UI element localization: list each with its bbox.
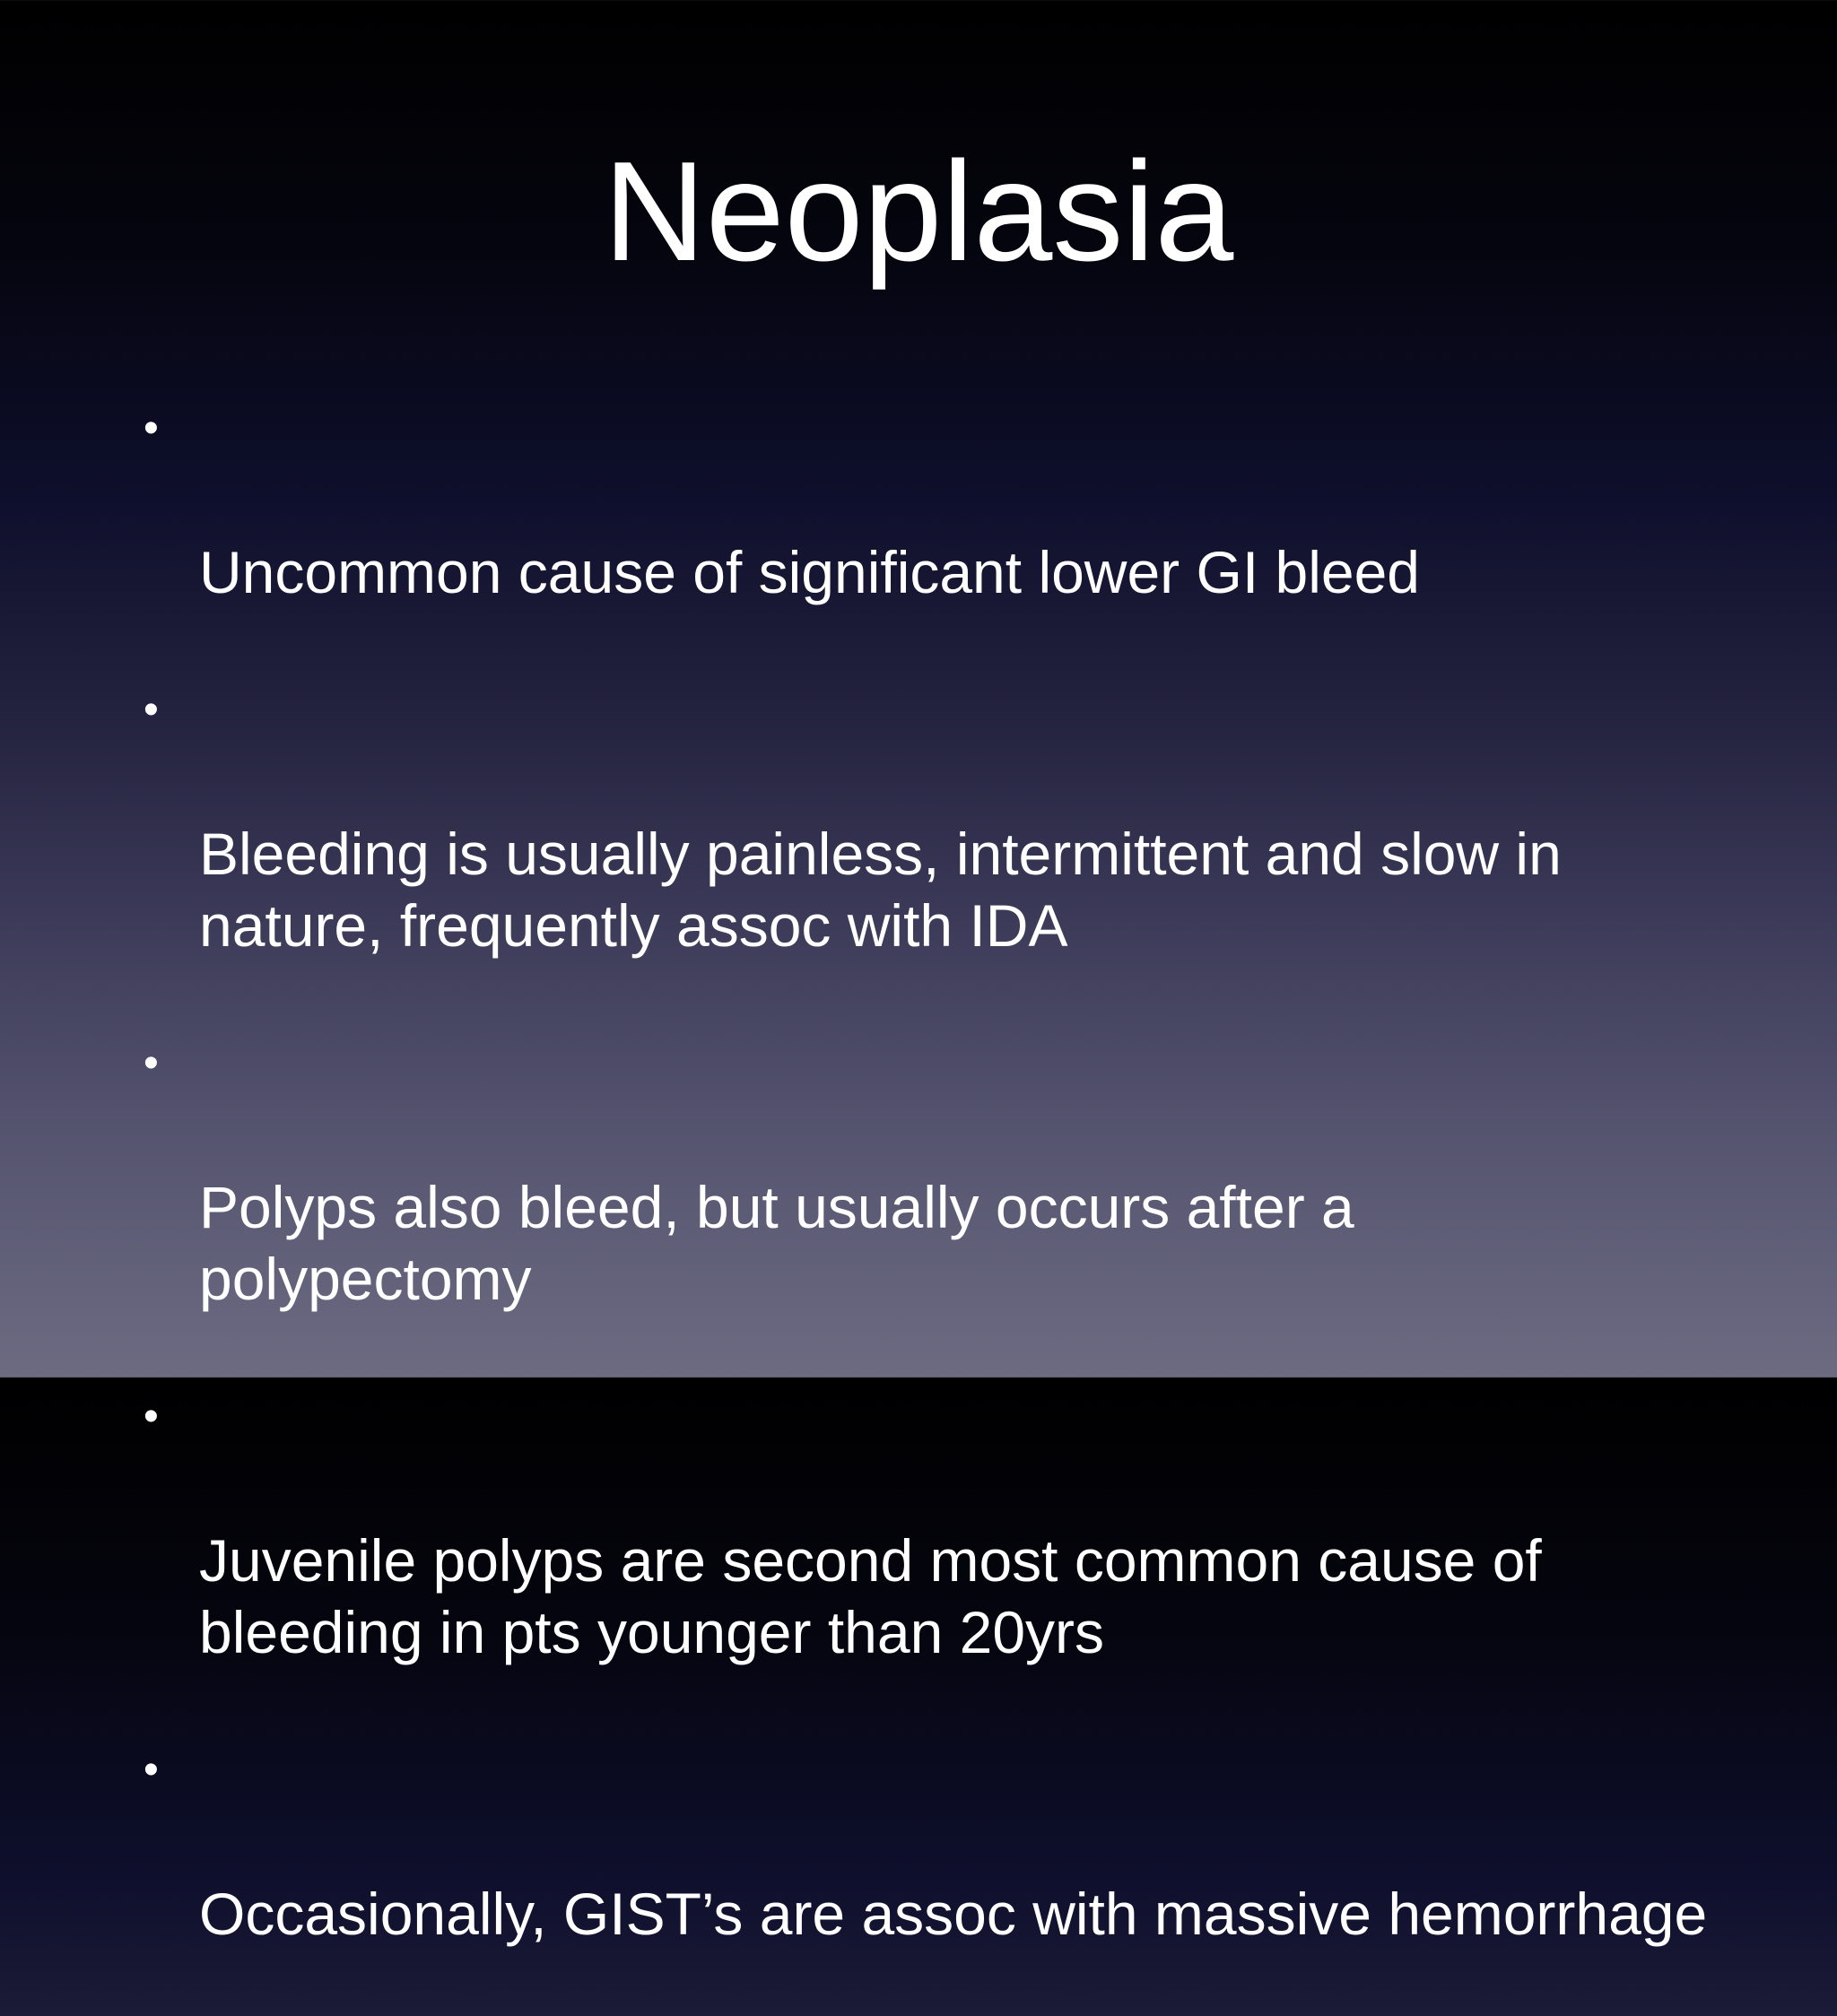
list-item [144,1028,1776,1315]
bullet-text: Juvenile polyps are second most common cause of bleeding in pts younger than 20yrs [199,1527,1542,1665]
list-item [144,1734,1776,1950]
bullet-text: Uncommon cause of significant lower GI bleed [199,539,1420,605]
bullet-text: Bleeding is usually painless, intermittent and slow in nature, frequently assoc with IDA [199,821,1562,959]
slide-title: Neoplasia [603,133,1234,291]
bullet-marker: • [144,1393,159,1440]
list-item [144,393,1776,608]
bullet-marker: • [144,1746,159,1794]
bullet-text: Polyps also bleed, but usually occurs after a polypectomy [199,1174,1354,1312]
bullet-marker: • [144,686,159,734]
list-item [144,1381,1776,1668]
bullet-marker: • [144,1039,159,1087]
bullet-list [144,393,1776,2016]
list-item [144,674,1776,961]
bullet-marker: • [144,404,159,452]
bullet-text: Occasionally, GIST’s are assoc with massive hemorrhage [199,1881,1708,1947]
